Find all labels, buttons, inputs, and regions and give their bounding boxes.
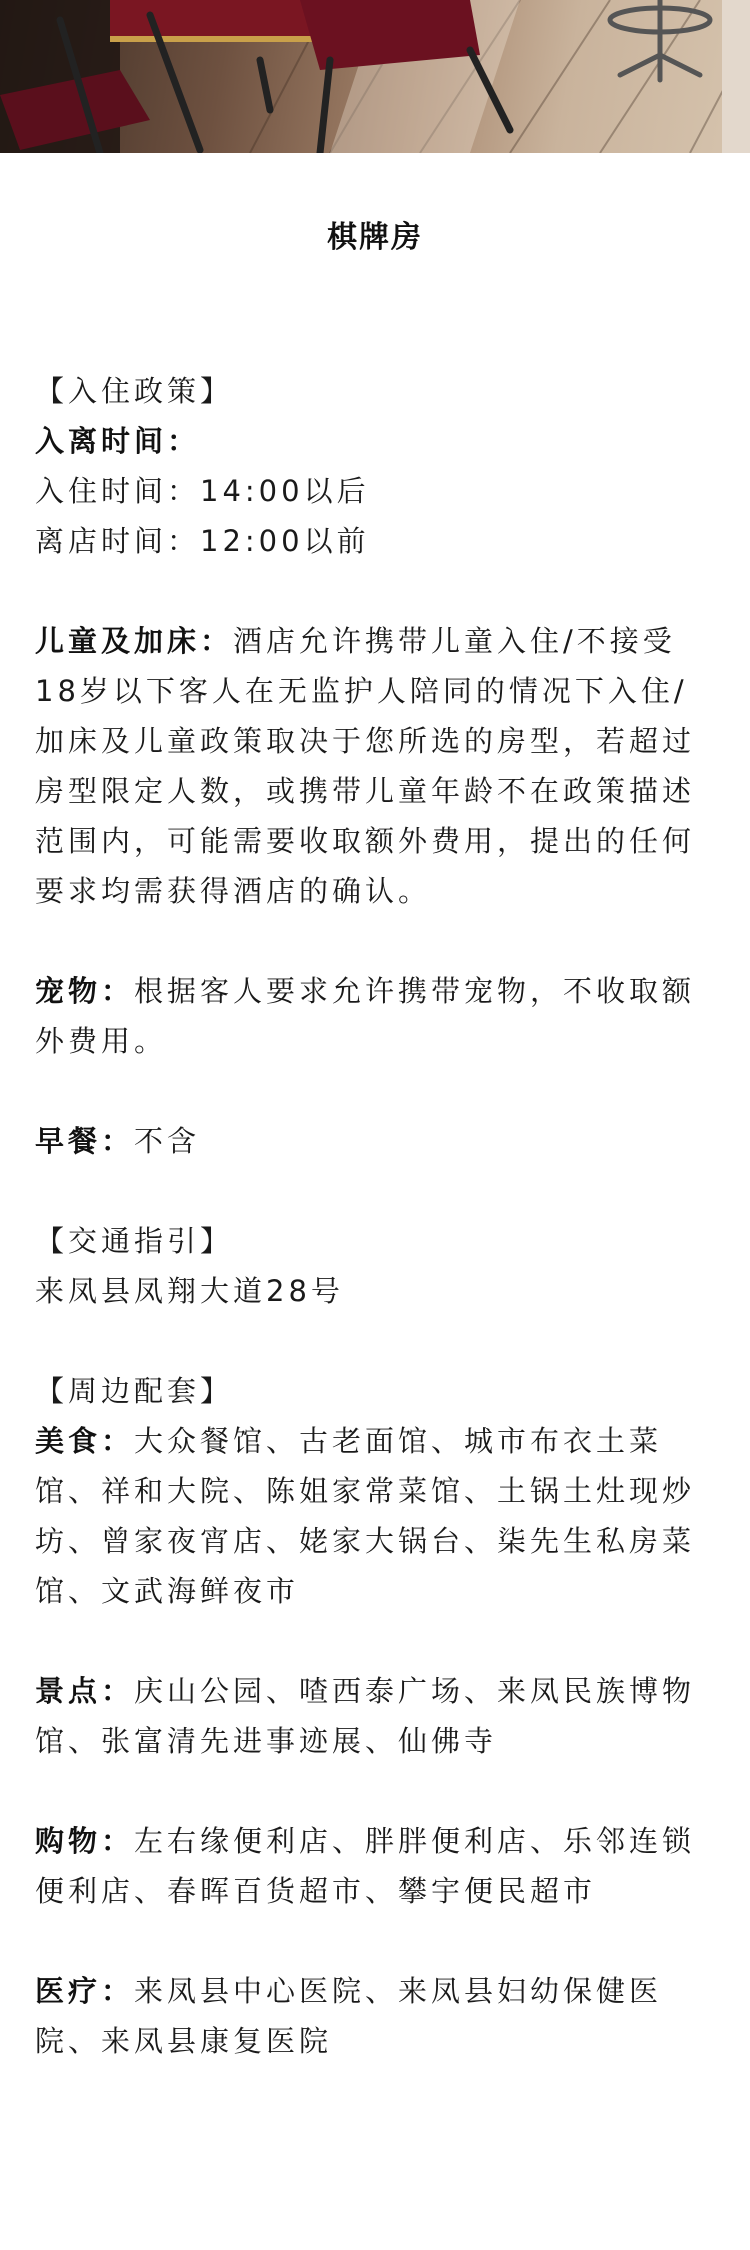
children-policy-label: 儿童及加床： [35, 624, 234, 658]
nearby-sights-text: 庆山公园、喳西泰广场、来凤民族博物馆、张富清先进事迹展、仙佛寺 [35, 1674, 696, 1758]
nearby-shopping-label: 购物： [35, 1824, 135, 1858]
nearby-sights-label: 景点： [35, 1674, 135, 1708]
pet-policy-label: 宠物： [35, 974, 135, 1008]
pet-policy-text: 根据客人要求允许携带宠物，不收取额外费用。 [35, 974, 696, 1058]
nearby-food-label: 美食： [35, 1424, 135, 1458]
breakfast-info [35, 1116, 720, 1166]
checkin-time-label: 入离时间： [35, 424, 201, 458]
checkout-time: 离店时间：12:00以前 [35, 524, 370, 558]
pet-policy [35, 966, 720, 1066]
breakfast-text: 不含 [134, 1124, 201, 1158]
nearby-heading: 【周边配套】 [35, 1374, 234, 1408]
nearby-sights [35, 1666, 720, 1766]
nearby-food-text: 大众餐馆、古老面馆、城市布衣土菜馆、祥和大院、陈姐家常菜馆、土锅土灶现炒坊、曾家夜宵店、姥家大锅台、柒先生私房菜馆、文武海鲜夜市 [35, 1424, 696, 1608]
room-title: 棋牌房 [327, 220, 423, 255]
nearby-shopping-text: 左右缘便利店、胖胖便利店、乐邻连锁便利店、春晖百货超市、攀宇便民超市 [35, 1824, 696, 1908]
checkin-policy-heading: 【入住政策】 [35, 374, 234, 408]
children-policy [35, 616, 720, 916]
nearby-shopping [35, 1816, 720, 1916]
room-photo-illustration [0, 0, 750, 153]
transport-heading: 【交通指引】 [35, 1224, 234, 1258]
children-policy-text: 酒店允许携带儿童入住/不接受18岁以下客人在无监护人陪同的情况下入住/加床及儿童政策取决于您所选的房型，若超过房型限定人数，或携带儿童年龄不在政策描述范围内，可能需要收取额外费用，提出的任何要求均需获得酒店的确认。 [35, 624, 696, 908]
nearby-food [35, 1416, 720, 1616]
checkin-time: 入住时间：14:00以后 [35, 474, 370, 508]
nearby-medical-label: 医疗： [35, 1974, 135, 2008]
nearby-medical [35, 1966, 720, 2066]
nearby-medical-text: 来凤县中心医院、来凤县妇幼保健医院、来凤县康复医院 [35, 1974, 663, 2058]
breakfast-label: 早餐： [35, 1124, 135, 1158]
room-photo [0, 0, 750, 153]
hotel-policy-content [35, 366, 720, 2066]
hotel-address: 来凤县凤翔大道28号 [35, 1274, 344, 1308]
